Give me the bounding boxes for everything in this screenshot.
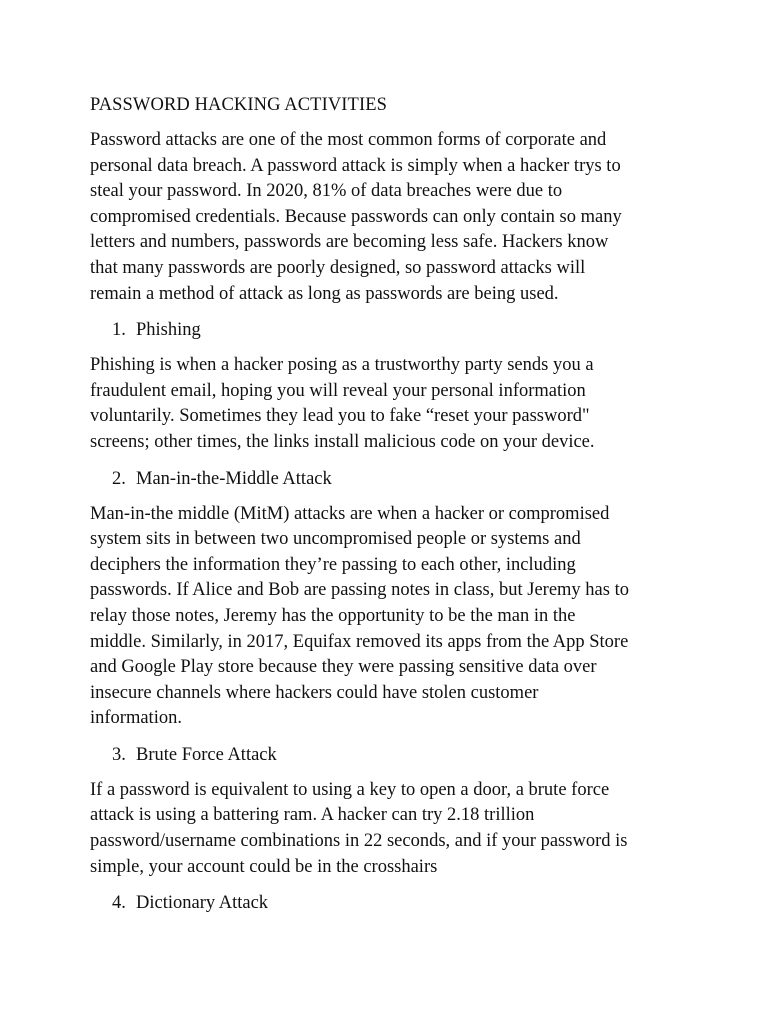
phishing-paragraph (90, 353, 690, 455)
list-number: 2. (112, 468, 126, 489)
list-heading: Phishing (136, 320, 201, 341)
list-item-phishing (90, 317, 690, 343)
paragraph-line: and Google Play store because they were passing sensitive data over (90, 657, 597, 678)
paragraph-line: compromised credentials. Because passwords can only contain so many (90, 206, 622, 227)
document-title: PASSWORD HACKING ACTIVITIES (90, 95, 388, 115)
paragraph-line: passwords. If Alice and Bob are passing notes in class, but Jeremy has to (90, 580, 629, 601)
mitm-paragraph (90, 502, 690, 732)
paragraph-line: voluntarily. Sometimes they lead you to fake “reset your password" (90, 406, 590, 427)
intro-paragraph (90, 128, 690, 307)
paragraph-line: letters and numbers, passwords are becoming less safe. Hackers know (90, 232, 609, 253)
list-heading: Brute Force Attack (136, 744, 277, 765)
paragraph-line: simple, your account could be in the crosshairs (90, 856, 438, 877)
paragraph-line: If a password is equivalent to using a key to open a door, a brute force (90, 779, 610, 800)
paragraph-line: personal data breach. A password attack is simply when a hacker trys to (90, 155, 621, 176)
paragraph-line: system sits in between two uncompromised people or systems and (90, 529, 581, 550)
paragraph-line: Password attacks are one of the most common forms of corporate and (90, 130, 607, 150)
paragraph-line: remain a method of attack as long as passwords are being used. (90, 283, 559, 304)
list-number: 3. (112, 744, 126, 765)
list-heading: Dictionary Attack (136, 893, 269, 914)
paragraph-line: information. (90, 708, 182, 729)
list-item-mitm (90, 466, 690, 492)
list-item-dictionary (90, 890, 690, 916)
document-content (90, 92, 690, 926)
paragraph-line: screens; other times, the links install malicious code on your device. (90, 431, 595, 452)
paragraph-line: attack is using a battering ram. A hacker can try 2.18 trillion (90, 805, 535, 826)
list-heading: Man-in-the-Middle Attack (136, 468, 332, 489)
paragraph-line: steal your password. In 2020, 81% of data breaches were due to (90, 181, 563, 202)
paragraph-line: that many passwords are poorly designed, so password attacks will (90, 257, 586, 278)
paragraph-line: middle. Similarly, in 2017, Equifax removed its apps from the App Store (90, 631, 629, 652)
paragraph-line: relay those notes, Jeremy has the opportunity to be the man in the (90, 605, 576, 626)
paragraph-line: password/username combinations in 22 seconds, and if your password is (90, 831, 628, 852)
brute-force-paragraph (90, 778, 690, 880)
paragraph-line: deciphers the information they’re passing to each other, including (90, 554, 576, 575)
paragraph-line: insecure channels where hackers could have stolen customer (90, 682, 539, 703)
paragraph-line: Phishing is when a hacker posing as a trustworthy party sends you a (90, 355, 594, 376)
paragraph-line: Man-in-the middle (MitM) attacks are when a hacker or compromised (90, 503, 610, 524)
list-item-brute-force (90, 742, 690, 768)
list-number: 1. (112, 320, 126, 341)
list-number: 4. (112, 893, 126, 914)
paragraph-line: fraudulent email, hoping you will reveal your personal information (90, 380, 586, 401)
